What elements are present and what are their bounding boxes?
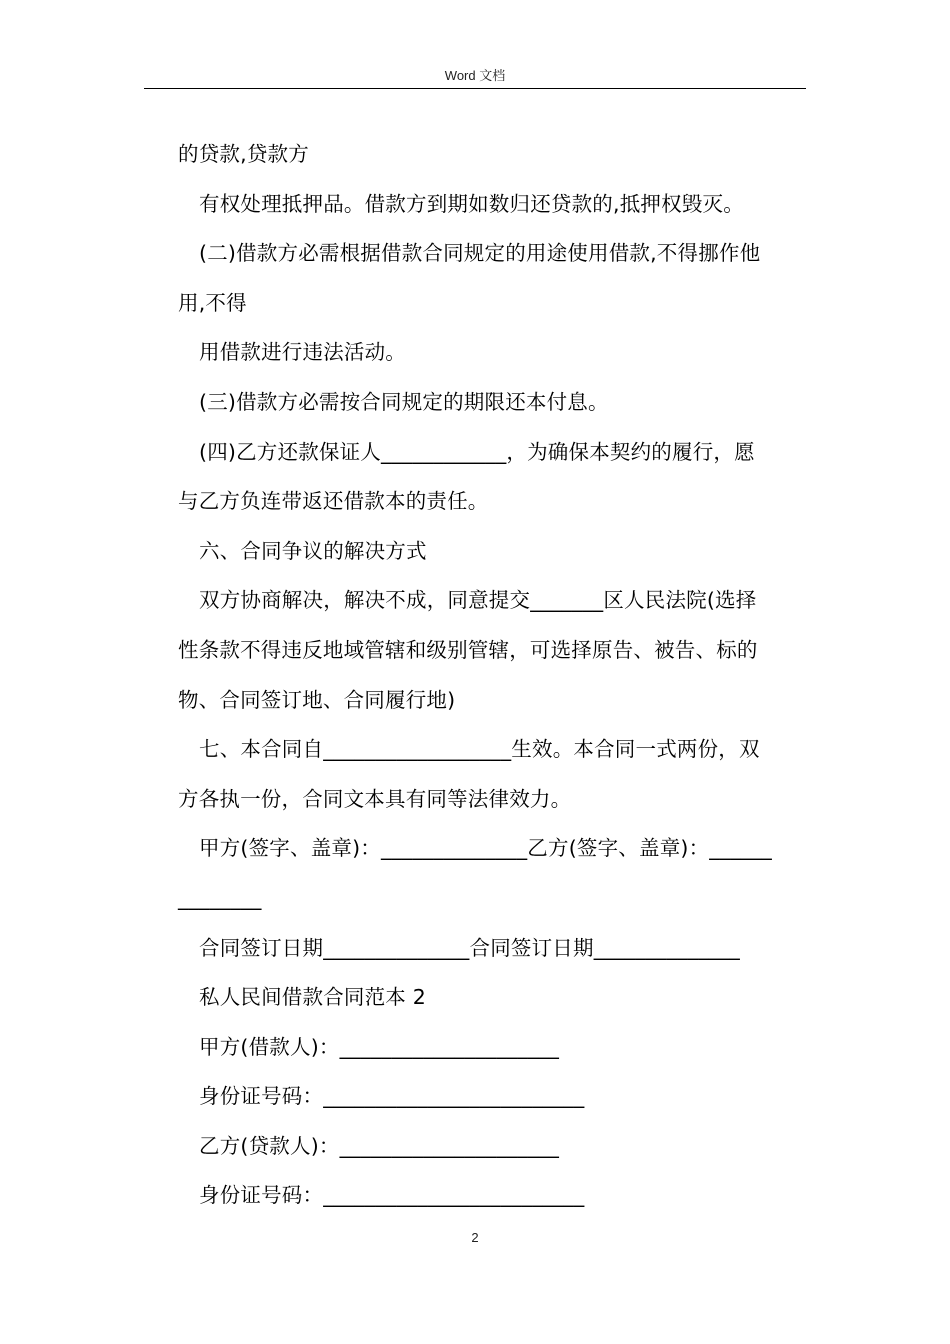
paragraph-line-13: 七、本合同自__________________生效。本合同一式两份，双	[199, 737, 760, 762]
signature-line-continuation: ________	[178, 885, 262, 910]
paragraph-line-4: 用,不得	[178, 290, 247, 315]
paragraph-line-1: 的贷款,贷款方	[178, 142, 309, 166]
paragraph-line-12: 物、合同签订地、合同履行地)	[178, 687, 456, 712]
signature-line-parties: 甲方(签字、盖章)：______________乙方(签字、盖章)：______	[199, 836, 772, 861]
paragraph-line-14: 方各执一份，合同文本具有同等法律效力。	[178, 786, 572, 811]
lender-field: 乙方(贷款人)：_____________________	[199, 1133, 560, 1158]
paragraph-line-10: 双方协商解决，解决不成，同意提交_______区人民法院(选择	[199, 588, 757, 613]
paragraph-line-5: 用借款进行违法活动。	[199, 340, 406, 365]
document-body	[178, 130, 808, 1221]
paragraph-line-3: (二)借款方必需根据借款合同规定的用途使用借款,不得挪作他	[199, 241, 761, 266]
header-title: Word 文档	[444, 68, 506, 83]
paragraph-line-2: 有权处理抵押品。借款方到期如数归还贷款的,抵押权毁灭。	[199, 191, 744, 216]
borrower-field: 甲方(借款人)：_____________________	[199, 1034, 560, 1059]
lender-id-field: 身份证号码：_________________________	[199, 1183, 585, 1208]
page-number: 2	[471, 1230, 479, 1245]
paragraph-line-7: (四)乙方还款保证人____________，为确保本契约的履行，愿	[199, 439, 755, 464]
page-header	[144, 66, 806, 89]
section-heading-template-2: 私人民间借款合同范本 2	[199, 985, 426, 1010]
section-heading-dispute: 六、合同争议的解决方式	[199, 538, 427, 563]
paragraph-line-6: (三)借款方必需按合同规定的期限还本付息。	[199, 389, 609, 414]
paragraph-line-8: 与乙方负连带返还借款本的责任。	[178, 489, 489, 514]
signing-date-line: 合同签订日期______________合同签订日期______________	[199, 935, 740, 960]
borrower-id-field: 身份证号码：_________________________	[199, 1084, 585, 1109]
paragraph-line-11: 性条款不得违反地域管辖和级别管辖，可选择原告、被告、标的	[178, 637, 758, 662]
